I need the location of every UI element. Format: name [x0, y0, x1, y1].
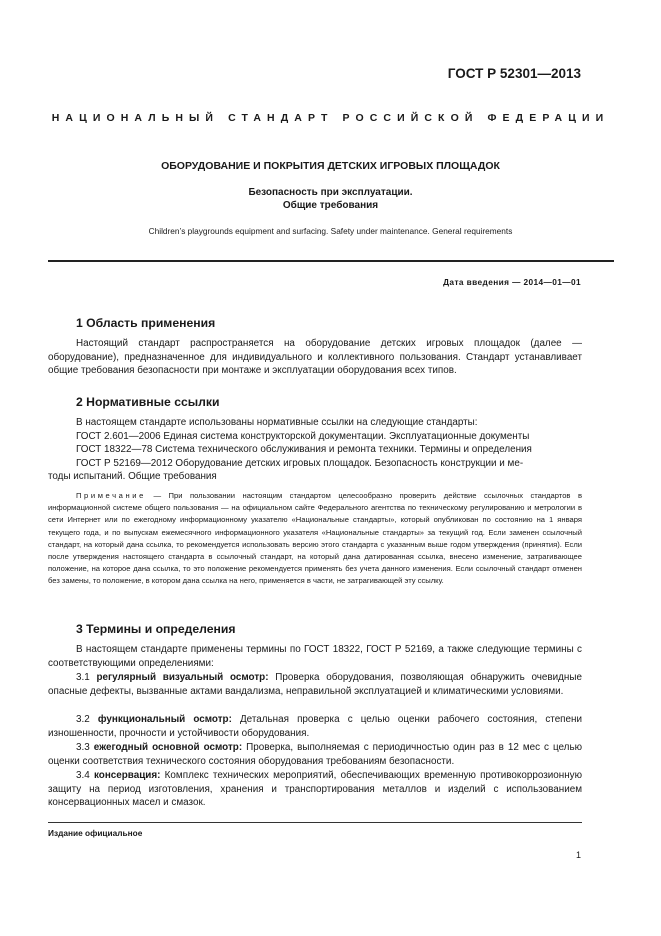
term-definition: Проверка, выполняемая с периодичностью один раз в 12 мес с целью оценки соответствия технического состояния оборудования требованиям безопасности. [48, 742, 582, 767]
section-1-text: Настоящий стандарт распространяется на оборудование детских игровых площадок (далее — оборудование), предназначенное для индивидуального и коллективного пользования. Стандарт устанавливает общие требования безопасности при монтаже и эксплуатации оборудования всех типов. [48, 338, 582, 377]
section-3-heading: 3 Термины и определения [76, 622, 236, 636]
document-title: ОБОРУДОВАНИЕ И ПОКРЫТИЯ ДЕТСКИХ ИГРОВЫХ ПЛОЩАДОК [161, 160, 500, 172]
document-number: ГОСТ Р 52301—2013 [447, 66, 581, 81]
english-title: Children’s playgrounds equipment and surfacing. Safety under maintenance. General requirements [148, 226, 513, 236]
section-2-heading: 2 Нормативные ссылки [76, 395, 220, 409]
subtitle-line-1: Безопасность при эксплуатации. [248, 187, 413, 198]
subtitle-line-2: Общие требования [282, 200, 379, 211]
term-name: ежегодный основной осмотр: [93, 742, 243, 753]
document-subtitle [48, 186, 613, 212]
section-3-intro: В настоящем стандарте применены термины по ГОСТ 18322, ГОСТ Р 52169, а также следующие термины с соответствующими определениями: [48, 644, 582, 669]
national-standard-banner: НАЦИОНАЛЬНЫЙ СТАНДАРТ РОССИЙСКОЙ ФЕДЕРАЦИИ [51, 112, 610, 124]
term-name: консервация: [93, 770, 161, 781]
reference-gost-r-52169: ГОСТ Р 52169—2012 Оборудование детских игровых площадок. Безопасность конструкции и ме- [76, 457, 524, 469]
term-definition: Комплекс технических мероприятий, обеспечивающих временную противокоррозионную защиту на период изготовления, хранения и транспортирования металлов и изделий с использованием консервационных масел и смазок. [48, 770, 582, 809]
term-definition: Проверка оборудования, позволяющая обнаружить очевидные опасные дефекты, вызванные актами вандализма, неправильной эксплуатацией и климатическими условиями. [48, 672, 582, 697]
footer-divider [48, 822, 582, 823]
reference-gost-2-601: ГОСТ 2.601—2006 Единая система конструкторской документации. Эксплуатационные документы [76, 430, 530, 442]
term-3-2 [48, 713, 582, 740]
header-divider [48, 260, 614, 262]
section-1-heading: 1 Область применения [76, 316, 216, 330]
term-3-3 [48, 741, 582, 768]
term-number: 3.4 [76, 770, 94, 781]
term-number: 3.1 [76, 672, 97, 683]
term-name: регулярный визуальный осмотр: [96, 672, 269, 683]
term-number: 3.3 [76, 742, 94, 753]
note-label: Примечание [76, 491, 146, 500]
term-3-4 [48, 769, 582, 810]
reference-gost-18322: ГОСТ 18322—78 Система технического обслуживания и ремонта техники. Термины и определения [76, 444, 532, 456]
page-number: 1 [575, 850, 581, 860]
term-name: функциональный осмотр: [97, 714, 232, 725]
introduction-date: Дата введения — 2014—01—01 [443, 277, 581, 287]
term-number: 3.2 [76, 714, 98, 725]
references-note [48, 490, 582, 588]
references-intro: В настоящем стандарте использованы нормативные ссылки на следующие стандарты: [76, 417, 478, 428]
official-edition-label: Издание официальное [48, 828, 143, 838]
reference-gost-r-52169-cont: тоды испытаний. Общие требования [48, 471, 217, 483]
term-definition: Детальная проверка с целью оценки рабочего состояния, степени изношенности, прочности и устойчивости оборудования. [48, 714, 582, 739]
note-text: — При пользовании настоящим стандартом целесообразно проверить действие ссылочных стандартов в информационной системе общего пользования — на официальном сайте Федерального агентства по техническому регулированию и метрологии в сети Интернет или по ежегодному информационному указателю «Национальные стандарты», который опубликован по состоянию на 1 января текущего года, и по выпускам ежемесячного информационного указателя «Национальные стандарты» за текущий год. Если заменен ссылочный стандарт, на который дана ссылка, то рекомендуется использовать версию этого стандарта с указанным выше годом утверждения (принятия). Если после утверждения настоящего стандарта в ссылочный стандарт, на который дана датированная ссылка, внесено изменение, затрагивающее положение, на которое дана ссылка, то это положение рекомендуется применять без учета данного изменения. Если ссылочный стандарт отменен без замены, то положение, в котором дана ссылка на него, применяется в части, не затрагивающей эту ссылку. [48, 491, 582, 586]
term-3-1 [48, 671, 582, 698]
normative-references [48, 416, 582, 484]
